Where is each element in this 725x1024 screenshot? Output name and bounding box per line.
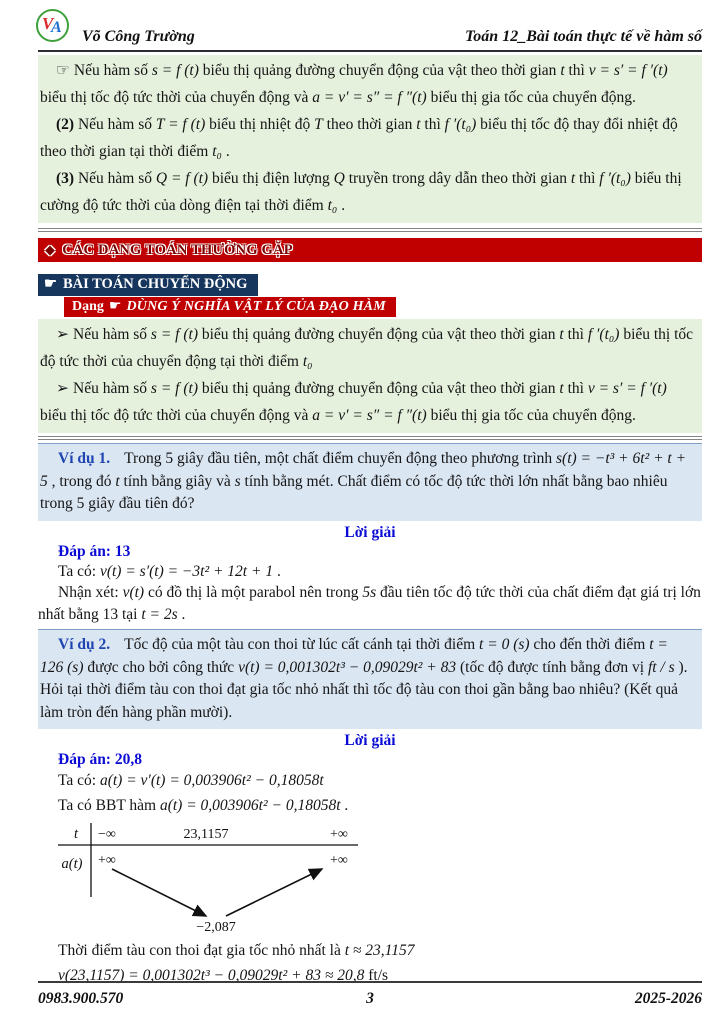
diamond-icon: ◆	[45, 242, 56, 257]
footer-phone: 0983.900.570	[38, 990, 124, 1007]
example-1-answer: Đáp án: 13	[58, 542, 131, 560]
text-run: thì	[575, 170, 600, 187]
text-run: ft/s	[364, 966, 389, 984]
math-inline: t = 2s	[141, 605, 178, 623]
text-run: thì	[420, 116, 445, 133]
method-box	[38, 319, 702, 433]
text-run: biểu thị quảng đường chuyển động của vật theo thời gian	[197, 326, 560, 343]
text-run: biểu thị nhiệt độ	[205, 116, 315, 133]
text-run-bold: (3)	[56, 170, 78, 187]
example-1-box	[38, 443, 702, 521]
variation-table	[38, 821, 702, 940]
method-paragraph-2	[40, 375, 694, 429]
text-run: thì	[563, 326, 588, 343]
text-run: biểu thị điện lượng	[208, 170, 334, 187]
solution-line	[38, 769, 702, 793]
text-run: .	[337, 197, 346, 214]
math-inline: a(t) = v′(t) = 0,003906t² − 0,18058t	[99, 772, 324, 789]
section-divider	[38, 436, 702, 440]
math-inline: s = f (t)	[150, 326, 198, 343]
text-run: biểu thị quảng đường chuyển động của vật theo thời gian	[197, 380, 560, 397]
rich-text	[40, 116, 678, 160]
pointing-hand-icon: ☛	[108, 299, 122, 314]
solution-line	[38, 940, 702, 962]
solution-heading: Lời giải	[344, 523, 396, 541]
theory-paragraph-3	[40, 165, 694, 219]
math-inline: f ′(t₀)	[587, 326, 620, 343]
math-inline: v(t) = s′(t) = −3t² + 12t + 1	[99, 562, 274, 580]
bbt-t-left: −∞	[98, 827, 116, 842]
math-inline: v(23,1157) = 0,001302t³ − 0,09029t² + 83 ≈ 20,8	[58, 966, 365, 984]
theory-box	[38, 55, 702, 223]
bbt-minimum-value: −2,087	[196, 920, 236, 935]
pointing-hand-icon: ☛	[44, 276, 57, 292]
text-run: biểu thị tốc độ thay đổi nhiệt độ theo thời gian tại thời điểm	[40, 116, 678, 160]
math-inline: s = f (t)	[151, 62, 199, 79]
math-inline: ft / s	[647, 658, 675, 676]
logo-letter-a: A	[51, 19, 62, 36]
math-inline: s(t) = −t³ + 6t² + t + 5	[40, 450, 687, 490]
bbt-t-critical: 23,1157	[183, 827, 229, 842]
rich-text	[38, 584, 701, 623]
solution-line	[38, 793, 702, 819]
arrow-bullet-icon: ➢	[56, 326, 69, 343]
text-run: , trong đó	[47, 472, 116, 490]
text-run: Trong 5 giây đầu tiên, một chất điểm chuyển động theo phương trình	[124, 450, 557, 467]
text-run: biểu thị tốc độ tức thời của chuyển động tại thời điểm	[40, 326, 694, 370]
math-inline: f ′(t₀)	[599, 170, 631, 187]
solution-line	[38, 582, 702, 625]
section-banner-label: CÁC DẠNG TOÁN THƯỜNG GẶP	[62, 242, 293, 258]
math-inline: Q = f (t)	[155, 170, 209, 187]
math-inline: a = v′ = s″ = f ″(t)	[312, 89, 427, 106]
example-2-answer: Đáp án: 20,8	[58, 751, 142, 768]
math-inline: a = v′ = s″ = f ″(t)	[312, 407, 427, 424]
rich-text	[40, 170, 682, 214]
text-run: ). Hỏi tại thời điểm tàu con thoi đạt gia tốc nhỏ nhất thì tốc độ tàu con thoi gần bằng bao nhiêu? (Kết quả làm tròn đến hàng phần mười).	[40, 658, 688, 721]
bbt-t-label: t	[73, 826, 79, 842]
text-run: đầu tiên tốc độ tức thời của chất điểm đạt giá trị lớn nhất bằng 13 tại	[38, 584, 701, 623]
math-inline: t₀	[327, 197, 338, 214]
example-2-question	[40, 634, 694, 724]
text-run: biểu thị tốc độ tức thời của chuyển động và	[40, 89, 313, 106]
example-2-solution	[38, 769, 702, 988]
text-run: theo thời gian	[322, 116, 417, 133]
topic-banner	[38, 274, 258, 296]
example-1-solution	[38, 561, 702, 626]
rich-text	[58, 797, 348, 814]
text-run: Ta có BBT hàm	[58, 797, 160, 814]
document-title: Toán 12_Bài toán thực tế về hàm số	[464, 28, 702, 45]
decreasing-arrow	[112, 869, 206, 916]
math-inline: t	[559, 380, 564, 397]
text-run: truyền trong dây dẫn theo thời gian	[344, 170, 571, 187]
theory-paragraph-1	[40, 57, 694, 111]
text-run: biểu thị cường độ tức thời của dòng điện tại thời điểm	[40, 170, 682, 214]
math-inline: s = f (t)	[150, 380, 198, 397]
text-run: có đồ thị là một parabol nên trong	[144, 584, 363, 601]
author-name: Võ Công Trường	[82, 28, 195, 45]
math-inline: t₀	[212, 143, 222, 160]
math-inline: T	[314, 116, 323, 133]
example-2-label: Ví dụ 2.	[58, 636, 111, 653]
method-paragraph-1	[40, 321, 694, 375]
math-inline: t	[115, 472, 120, 490]
math-inline: t₀	[302, 353, 313, 370]
text-run: .	[177, 605, 186, 623]
math-inline: t	[416, 116, 421, 133]
dang-title: DÙNG Ý NGHĨA VẬT LÝ CỦA ĐẠO HÀM	[126, 299, 386, 314]
math-inline: s	[234, 472, 241, 490]
pointing-hand-icon: ☞	[56, 62, 70, 79]
page-header	[38, 10, 702, 52]
increasing-arrow	[226, 869, 322, 916]
rich-text	[58, 772, 324, 789]
text-run: thì	[563, 380, 588, 397]
text-run: biểu thị gia tốc của chuyển động.	[426, 89, 636, 106]
math-inline: t = 0 (s)	[479, 636, 530, 653]
solution-heading: Lời giải	[344, 732, 396, 749]
text-run: tính bằng mét. Chất điểm có tốc độ tức thời lớn nhất bằng bao nhiêu trong 5 giây đầu tiên đó?	[40, 472, 668, 512]
section-banner	[38, 238, 702, 262]
math-inline: v = s′ = f ′(t)	[587, 380, 667, 397]
text-run: Ta có:	[58, 562, 100, 580]
text-run: Nếu hàm số	[73, 62, 152, 79]
math-inline: Q	[333, 170, 345, 187]
dang-prefix: Dạng	[72, 299, 104, 314]
bbt-a-right-limit: +∞	[330, 853, 348, 868]
text-run: Nếu hàm số	[73, 326, 151, 343]
text-run: cho đến thời điểm	[529, 636, 650, 653]
text-run: tính bằng giây và	[119, 472, 235, 490]
math-inline: t	[570, 170, 576, 187]
text-run: .	[340, 797, 349, 814]
text-run: Nếu hàm số	[73, 380, 151, 397]
rich-text	[40, 636, 688, 721]
rich-text	[40, 450, 686, 512]
bbt-a-left-limit: +∞	[98, 853, 116, 868]
text-run: được cho bởi công thức	[83, 658, 239, 676]
rich-text	[58, 942, 415, 959]
variation-table-figure	[38, 821, 458, 935]
brand-logo-icon	[36, 9, 69, 42]
text-run: thì	[564, 62, 589, 79]
solution-line	[38, 561, 702, 583]
math-inline: f ′(t₀)	[444, 116, 477, 133]
section-divider	[38, 228, 702, 232]
math-inline: v(t)	[122, 584, 145, 601]
math-inline: v = s′ = f ′(t)	[588, 62, 668, 79]
math-inline: T = f (t)	[155, 116, 206, 133]
text-run: Nếu hàm số	[77, 116, 156, 133]
text-run: (tốc độ được tính bằng đơn vị	[456, 658, 648, 676]
example-2-box	[38, 629, 702, 729]
footer-years: 2025-2026	[634, 990, 702, 1007]
logo-letter-v: V	[42, 14, 54, 33]
rich-text	[40, 380, 667, 424]
text-run: Ta có:	[58, 772, 100, 789]
text-run: .	[221, 143, 230, 160]
text-run: biểu thị quảng đường chuyển động của vật theo thời gian	[198, 62, 561, 79]
math-inline: 5s	[362, 584, 377, 601]
text-run: biểu thị gia tốc của chuyển động.	[426, 407, 636, 424]
math-inline: a(t) = 0,003906t² − 0,18058t	[159, 797, 341, 814]
math-inline: t	[560, 62, 565, 79]
text-run: .	[273, 562, 281, 580]
footer-page-number: 3	[366, 990, 374, 1007]
example-1-label: Ví dụ 1.	[58, 450, 111, 467]
text-run: biểu thị tốc độ tức thời của chuyển động và	[40, 407, 313, 424]
text-run: Nhận xét:	[58, 584, 123, 601]
topic-banner-label: BÀI TOÁN CHUYỂN ĐỘNG	[63, 276, 248, 292]
page-footer	[38, 981, 702, 1008]
arrow-bullet-icon: ➢	[56, 380, 69, 397]
math-inline: v(t) = 0,001302t³ − 0,09029t² + 83	[238, 658, 457, 676]
text-run: Nếu hàm số	[77, 170, 156, 187]
text-run: Tốc độ của một tàu con thoi từ lúc cất cánh tại thời điểm	[124, 636, 480, 653]
rich-text	[40, 326, 693, 370]
text-run: Thời điểm tàu con thoi đạt gia tốc nhỏ nhất là	[58, 942, 345, 959]
math-inline: t	[559, 326, 564, 343]
math-inline: t = 126 (s)	[40, 636, 668, 676]
dang-banner	[64, 297, 396, 317]
text-run-bold: (2)	[56, 116, 78, 133]
bbt-t-right: +∞	[330, 827, 348, 842]
rich-text	[58, 563, 281, 580]
math-inline: t ≈ 23,1157	[344, 942, 415, 959]
theory-paragraph-2	[40, 111, 694, 165]
bbt-a-label: a(t)	[61, 856, 83, 872]
example-1-question	[40, 448, 694, 516]
